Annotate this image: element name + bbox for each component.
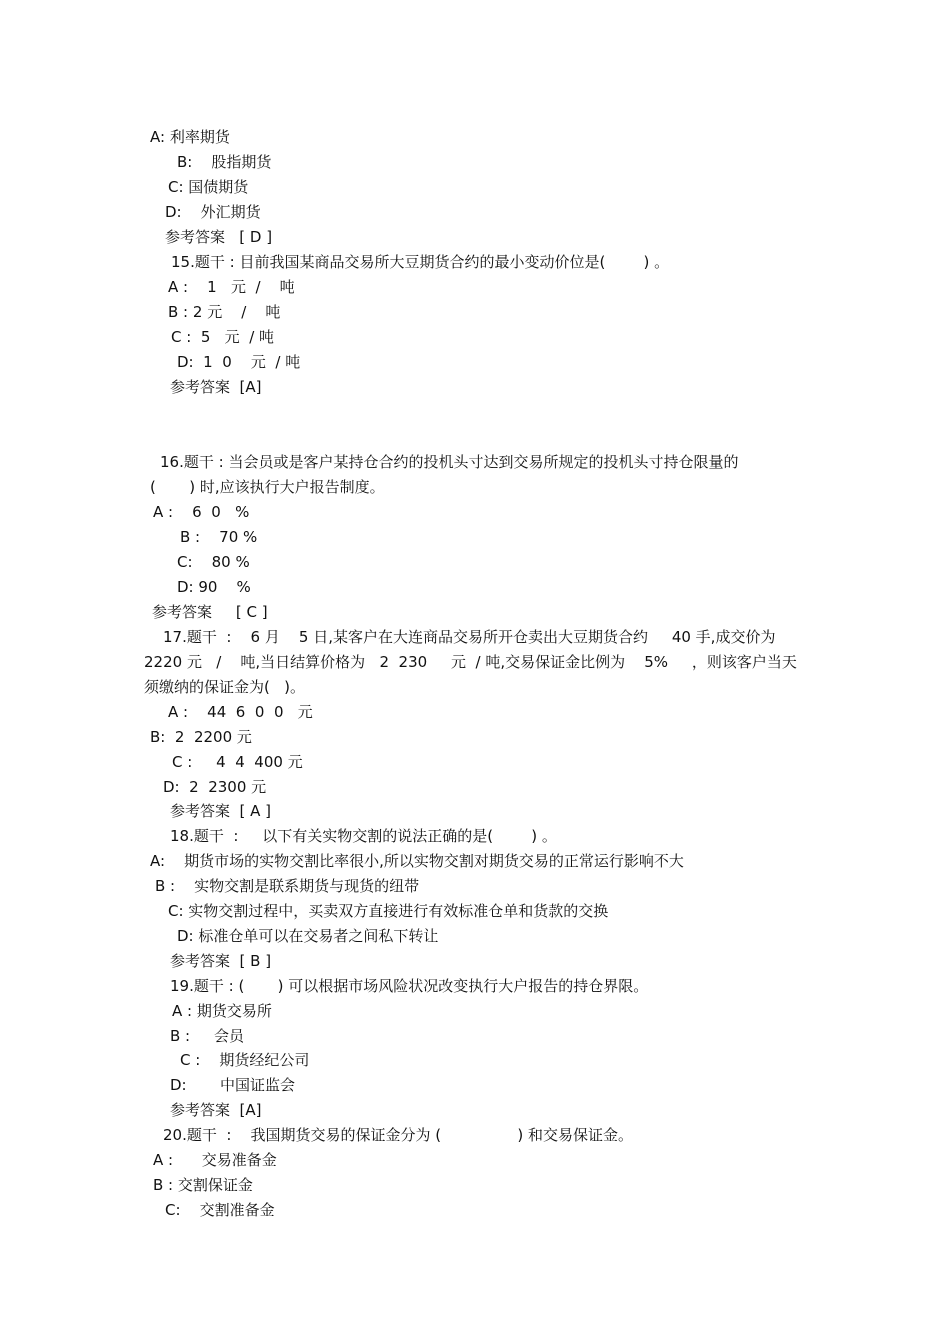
q18-option-b: B : 实物交割是联系期货与现货的纽带 (155, 877, 420, 895)
q14-option-a: A: 利率期货 (150, 128, 230, 146)
q17-option-d: D: 2 2300 元 (163, 778, 267, 796)
q17-option-b: B: 2 2200 元 (150, 728, 252, 746)
q15-option-c: C : 5 元 / 吨 (171, 328, 275, 346)
q20-option-c: C: 交割准备金 (165, 1201, 275, 1219)
q20-stem: 20.题干 : 我国期货交易的保证金分为 ( ) 和交易保证金。 (163, 1126, 634, 1144)
q17-stem-continued: 2220 元 / 吨,当日结算价格为 2 230 元 / 吨,交易保证金比例为 5% ，则该客户当天 (144, 653, 797, 671)
q18-answer: 参考答案 [ B ] (170, 952, 272, 970)
q16-answer: 参考答案 [ C ] (152, 603, 268, 621)
q15-stem: 15.题干 : 目前我国某商品交易所大豆期货合约的最小变动价位是( ) 。 (171, 253, 670, 271)
q19-option-b: B : 会员 (170, 1027, 244, 1045)
q14-option-d: D: 外汇期货 (165, 203, 261, 221)
q18-option-c: C: 实物交割过程中，买卖双方直接进行有效标准仓单和货款的交换 (168, 902, 609, 920)
q20-option-b: B : 交割保证金 (153, 1176, 253, 1194)
q17-option-a: A : 44 6 0 0 元 (168, 703, 313, 721)
q19-answer: 参考答案 [A] (170, 1101, 262, 1119)
q18-option-a: A: 期货市场的实物交割比率很小,所以实物交割对期货交易的正常运行影响不大 (150, 852, 684, 870)
q20-option-a: A : 交易准备金 (153, 1151, 277, 1169)
q16-option-b: B : 70 % (180, 528, 258, 546)
q14-option-b: B: 股指期货 (177, 153, 272, 171)
q19-option-a: A : 期货交易所 (172, 1002, 272, 1020)
q15-answer: 参考答案 [A] (170, 378, 262, 396)
q15-option-b: B : 2 元 / 吨 (168, 303, 281, 321)
q16-stem-continued: ( ) 时,应该执行大户报告制度。 (150, 478, 385, 496)
q15-option-d: D: 1 0 元 / 吨 (177, 353, 301, 371)
q14-option-c: C: 国债期货 (168, 178, 249, 196)
q16-option-d: D: 90 % (177, 578, 251, 596)
q19-option-d: D: 中国证监会 (170, 1076, 295, 1094)
q19-stem: 19.题干 : ( ) 可以根据市场风险状况改变执行大户报告的持仓界限。 (170, 977, 649, 995)
q14-answer: 参考答案 [ D ] (165, 228, 273, 246)
q16-stem: 16.题干 : 当会员或是客户某持仓合约的投机头寸达到交易所规定的投机头寸持仓限量的 (160, 453, 739, 471)
q16-option-a: A : 6 0 % (153, 503, 250, 521)
q19-option-c: C : 期货经纪公司 (180, 1051, 310, 1069)
q17-answer: 参考答案 [ A ] (170, 802, 272, 820)
q17-stem: 17.题干 : 6 月 5 日,某客户在大连商品交易所开仓卖出大豆期货合约 40 手,成交价为 (163, 628, 776, 646)
q16-option-c: C: 80 % (177, 553, 250, 571)
q18-stem: 18.题干 : 以下有关实物交割的说法正确的是( ) 。 (170, 827, 557, 845)
q17-option-c: C : 4 4 400 元 (172, 753, 303, 771)
q17-stem-end: 须缴纳的保证金为( )。 (144, 678, 306, 696)
q15-option-a: A : 1 元 / 吨 (168, 278, 295, 296)
q18-option-d: D: 标准仓单可以在交易者之间私下转让 (177, 927, 439, 945)
